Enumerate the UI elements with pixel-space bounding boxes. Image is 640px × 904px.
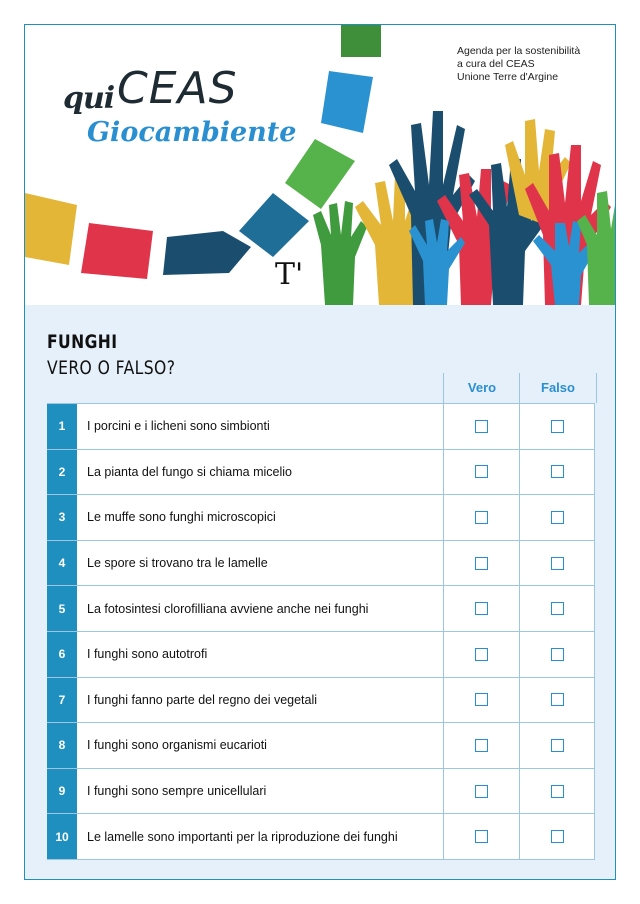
agenda-line: Agenda per la sostenibilità [457, 45, 581, 57]
quiz-panel [25, 305, 615, 879]
vero-cell [443, 404, 519, 449]
falso-cell [519, 404, 595, 449]
question-text: I porcini e i licheni sono simbionti [87, 419, 270, 434]
column-header-vero: Vero [443, 373, 520, 403]
hands-illustration [313, 111, 615, 305]
question-text: Le muffe sono funghi microscopici [87, 510, 276, 525]
falso-cell [519, 723, 595, 768]
falso-cell [519, 632, 595, 677]
question-text: La pianta del fungo si chiama micelio [87, 464, 292, 479]
vero-cell [443, 586, 519, 631]
falso-checkbox[interactable] [551, 465, 564, 478]
falso-cell [519, 586, 595, 631]
question-text: I funghi sono sempre unicellulari [87, 784, 267, 799]
table-row [47, 769, 595, 815]
vero-checkbox[interactable] [475, 465, 488, 478]
row-number: 10 [47, 814, 77, 859]
table-row [47, 814, 595, 860]
row-number: 3 [47, 495, 77, 540]
vero-checkbox[interactable] [475, 739, 488, 752]
column-header-falso: Falso [519, 373, 597, 403]
falso-cell [519, 541, 595, 586]
vero-cell [443, 678, 519, 723]
falso-checkbox[interactable] [551, 830, 564, 843]
quiz-subtitle: VERO O FALSO? [47, 357, 176, 379]
vero-checkbox[interactable] [475, 557, 488, 570]
falso-checkbox[interactable] [551, 602, 564, 615]
publisher-mark: T' [275, 257, 304, 292]
falso-cell [519, 769, 595, 814]
table-row [47, 632, 595, 678]
falso-checkbox[interactable] [551, 693, 564, 706]
quiz-table [47, 403, 595, 860]
quiz-title: FUNGHI [47, 331, 118, 353]
question-text: Le lamelle sono importanti per la riproduzione dei funghi [87, 829, 398, 844]
question-text: I funghi sono organismi eucarioti [87, 738, 267, 753]
vero-checkbox[interactable] [475, 785, 488, 798]
falso-checkbox[interactable] [551, 785, 564, 798]
vero-checkbox[interactable] [475, 693, 488, 706]
logo-subtitle: Giocambiente [87, 117, 297, 148]
vero-cell [443, 541, 519, 586]
agenda-text [457, 45, 580, 84]
table-row [47, 404, 595, 450]
falso-cell [519, 495, 595, 540]
row-number: 6 [47, 632, 77, 677]
vero-cell [443, 495, 519, 540]
question-text: I funghi fanno parte del regno dei vegetali [87, 692, 318, 707]
vero-cell [443, 450, 519, 495]
quiz-sheet [24, 24, 616, 880]
row-number: 2 [47, 450, 77, 495]
vero-cell [443, 632, 519, 677]
vero-checkbox[interactable] [475, 602, 488, 615]
falso-checkbox[interactable] [551, 739, 564, 752]
vero-checkbox[interactable] [475, 511, 488, 524]
table-row [47, 541, 595, 587]
agenda-line: a cura del CEAS [457, 58, 535, 70]
vero-cell [443, 814, 519, 859]
falso-cell [519, 678, 595, 723]
logo-ceas: CEAS [117, 63, 238, 114]
logo-qui: qui [63, 81, 115, 116]
question-text: Le spore si trovano tra le lamelle [87, 556, 268, 571]
question-text: I funghi sono autotrofi [87, 647, 208, 662]
falso-checkbox[interactable] [551, 557, 564, 570]
vero-checkbox[interactable] [475, 420, 488, 433]
vero-checkbox[interactable] [475, 830, 488, 843]
row-number: 8 [47, 723, 77, 768]
vero-cell [443, 769, 519, 814]
row-number: 4 [47, 541, 77, 586]
header-banner [25, 25, 615, 305]
agenda-line: Unione Terre d'Argine [457, 71, 559, 83]
vero-checkbox[interactable] [475, 648, 488, 661]
falso-cell [519, 814, 595, 859]
vero-cell [443, 723, 519, 768]
falso-checkbox[interactable] [551, 511, 564, 524]
row-number: 5 [47, 586, 77, 631]
table-row [47, 723, 595, 769]
falso-checkbox[interactable] [551, 420, 564, 433]
row-number: 1 [47, 404, 77, 449]
table-row [47, 678, 595, 724]
question-text: La fotosintesi clorofilliana avviene anche nei funghi [87, 601, 369, 616]
table-row [47, 450, 595, 496]
row-number: 7 [47, 678, 77, 723]
row-number: 9 [47, 769, 77, 814]
falso-checkbox[interactable] [551, 648, 564, 661]
table-row [47, 495, 595, 541]
falso-cell [519, 450, 595, 495]
table-row [47, 586, 595, 632]
